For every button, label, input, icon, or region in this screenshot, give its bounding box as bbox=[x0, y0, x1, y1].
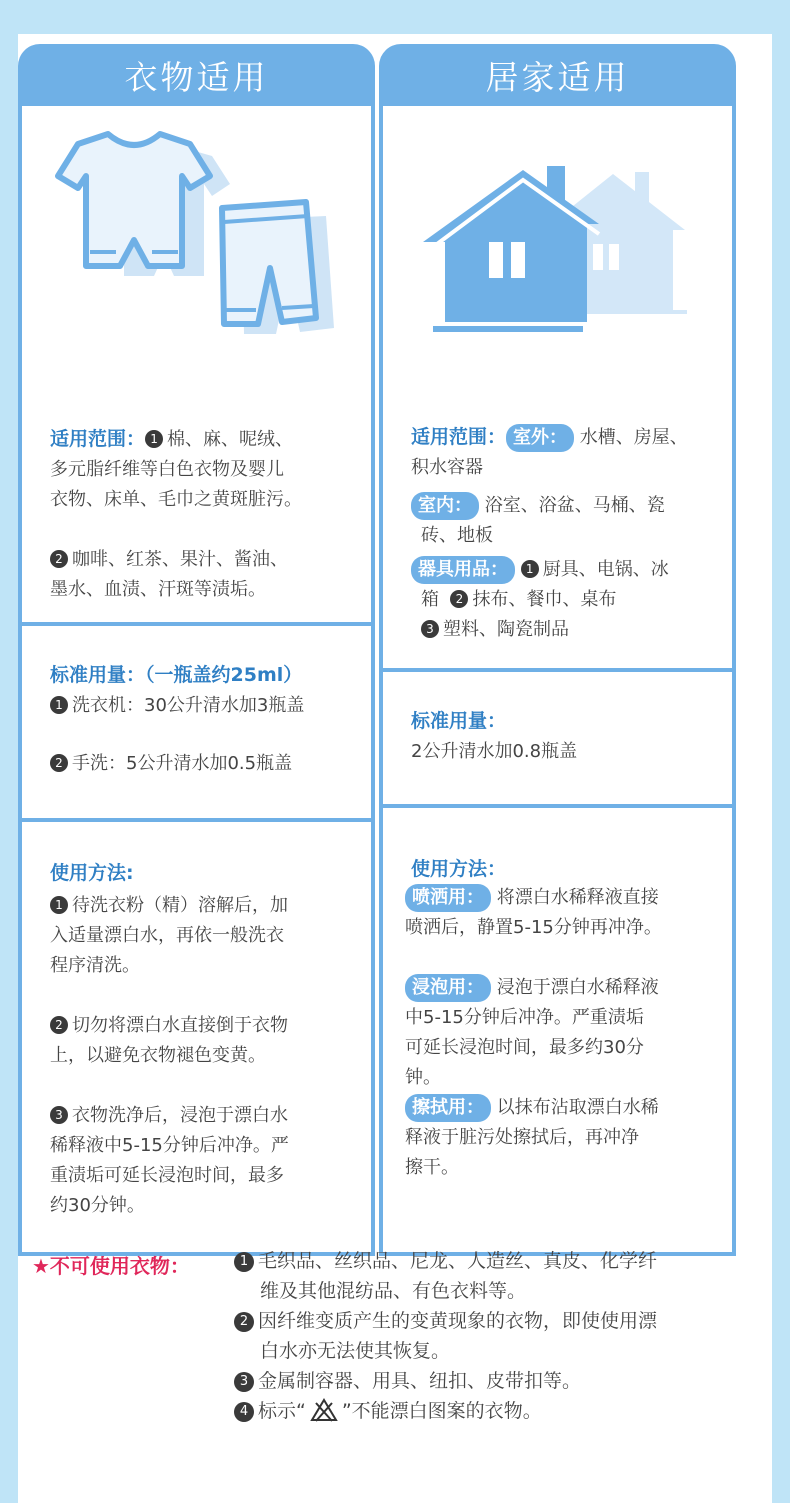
clothing-method-item2-line2: 上，以避免衣物褪色变黄。 bbox=[50, 1045, 266, 1066]
wipe-line1: 以抹布沾取漂白水稀 bbox=[496, 1097, 659, 1118]
spray-label: 喷洒用： bbox=[405, 884, 491, 912]
clothing-method-item3-line1: 衣物洗净后，浸泡于漂白水 bbox=[72, 1105, 288, 1126]
clothing-dose-title: 标准用量：（一瓶盖约25ml） bbox=[50, 664, 303, 686]
number-badge: 2 bbox=[50, 1016, 68, 1034]
clothing-scope-item2-line2: 墨水、血渍、汗斑等渍垢。 bbox=[50, 579, 266, 600]
number-badge: 2 bbox=[450, 590, 468, 608]
prohibited-title: ★不可使用衣物： bbox=[32, 1254, 190, 1278]
home-scope-text bbox=[411, 422, 716, 645]
clothing-method-title: 使用方法: bbox=[50, 862, 134, 884]
clothing-method-item3-line3: 重渍垢可延长浸泡时间，最多 bbox=[50, 1165, 284, 1186]
clothing-scope-item2-line1: 咖啡、红茶、果汁、酱油、 bbox=[72, 549, 288, 570]
soak-line4: 钟。 bbox=[405, 1067, 441, 1088]
utensil-line2-b: 抹布、餐巾、桌布 bbox=[472, 589, 617, 610]
utensil-line2-a: 箱 bbox=[421, 589, 439, 610]
soak-line2: 中5-15分钟后冲净。严重渍垢 bbox=[405, 1007, 644, 1028]
number-badge: 3 bbox=[50, 1106, 68, 1124]
clothing-method-item2-line1: 切勿将漂白水直接倒于衣物 bbox=[72, 1015, 288, 1036]
number-badge: 1 bbox=[50, 696, 68, 714]
indoor-label: 室内： bbox=[411, 492, 479, 520]
clothing-method-item3-line2: 稀释液中5-15分钟后冲净。严 bbox=[50, 1135, 289, 1156]
number-badge: 2 bbox=[234, 1312, 254, 1332]
number-badge: 1 bbox=[521, 560, 539, 578]
soak-line1: 浸泡于漂白水稀释液 bbox=[496, 977, 659, 998]
wipe-line2: 释液于脏污处擦拭后，再冲净 bbox=[405, 1127, 639, 1148]
home-scope-panel bbox=[379, 102, 736, 672]
prohibited-item2-line1: 因纤维变质产生的变黄现象的衣物，即使使用漂 bbox=[258, 1310, 658, 1332]
clothing-method-panel bbox=[18, 818, 375, 1256]
spray-line1: 将漂白水稀释液直接 bbox=[496, 887, 659, 908]
prohibited-item1-line1: 毛织品、丝织品、尼龙、人造丝、真皮、化学纤 bbox=[258, 1250, 658, 1272]
tab-clothing: 衣物适用 bbox=[18, 44, 375, 106]
clothing-dose-panel bbox=[18, 622, 375, 822]
clothing-scope-panel bbox=[18, 102, 375, 626]
home-column bbox=[379, 44, 736, 1216]
outdoor-line2: 积水容器 bbox=[411, 457, 483, 478]
clothing-column bbox=[18, 44, 375, 1216]
tab-home: 居家适用 bbox=[379, 44, 736, 106]
home-method-title: 使用方法： bbox=[411, 858, 507, 880]
number-badge: 1 bbox=[145, 430, 163, 448]
number-badge: 2 bbox=[50, 550, 68, 568]
clothing-method-item1-line2: 入适量漂白水，再依一般洗衣 bbox=[50, 925, 284, 946]
spray-line2: 喷洒后，静置5-15分钟再冲净。 bbox=[405, 917, 662, 938]
clothing-method-item1-line3: 程序清洗。 bbox=[50, 955, 140, 976]
home-method-panel bbox=[379, 804, 736, 1256]
utensil-label: 器具用品： bbox=[411, 556, 515, 584]
prohibited-item1-line2: 维及其他混纺品、有色衣料等。 bbox=[260, 1280, 527, 1302]
number-badge: 1 bbox=[234, 1252, 254, 1272]
wipe-label: 擦拭用： bbox=[405, 1094, 491, 1122]
prohibited-item4-before: 标示“ bbox=[258, 1400, 306, 1422]
outdoor-line1: 水槽、房屋、 bbox=[579, 427, 688, 448]
house-icon bbox=[423, 150, 703, 380]
soak-line3: 可延长浸泡时间，最多约30分 bbox=[405, 1037, 644, 1058]
clothing-dose-item2: 手洗：5公升清水加0.5瓶盖 bbox=[72, 753, 293, 774]
clothing-scope-text bbox=[50, 424, 355, 605]
clothing-scope-item1-line2: 多元脂纤维等白色衣物及婴儿 bbox=[50, 459, 284, 480]
baby-clothes-icon bbox=[50, 120, 350, 350]
clothing-scope-item1-line3: 衣物、床单、毛巾之黄斑脏污。 bbox=[50, 489, 302, 510]
clothing-scope-title: 适用范围： bbox=[50, 428, 146, 450]
number-badge: 1 bbox=[50, 896, 68, 914]
home-scope-title: 适用范围： bbox=[411, 426, 507, 448]
number-badge: 4 bbox=[234, 1402, 254, 1422]
clothing-method-item3-line4: 约30分钟。 bbox=[50, 1195, 145, 1216]
clothing-method-item1-line1: 待洗衣粉（精）溶解后，加 bbox=[72, 895, 288, 916]
utensil-line3: 塑料、陶瓷制品 bbox=[443, 619, 569, 640]
number-badge: 2 bbox=[50, 754, 68, 772]
utensil-line1: 厨具、电锅、冰 bbox=[542, 559, 669, 580]
prohibited-item3-line1: 金属制容器、用具、纽扣、皮带扣等。 bbox=[258, 1370, 582, 1392]
home-dose-title: 标准用量： bbox=[411, 710, 507, 732]
wipe-line3: 擦干。 bbox=[405, 1157, 459, 1178]
number-badge: 3 bbox=[234, 1372, 254, 1392]
clothing-dose-item1: 洗衣机：30公升清水加3瓶盖 bbox=[72, 695, 305, 716]
no-bleach-icon bbox=[310, 1397, 338, 1423]
clothing-scope-item1-line1: 棉、麻、呢绒、 bbox=[167, 429, 294, 450]
usage-grid bbox=[18, 44, 736, 1216]
prohibited-list bbox=[234, 1246, 734, 1426]
home-dose-text: 2公升清水加0.8瓶盖 bbox=[411, 741, 578, 762]
prohibited-item2-line2: 白水亦无法使其恢复。 bbox=[260, 1340, 451, 1362]
prohibited-item4-after: ”不能漂白图案的衣物。 bbox=[341, 1400, 542, 1422]
number-badge: 3 bbox=[421, 620, 439, 638]
indoor-line2: 砖、地板 bbox=[421, 525, 493, 546]
soak-label: 浸泡用： bbox=[405, 974, 491, 1002]
outdoor-label: 室外： bbox=[506, 424, 574, 452]
indoor-line1: 浴室、浴盆、马桶、瓷 bbox=[484, 495, 665, 516]
home-dose-panel bbox=[379, 668, 736, 808]
